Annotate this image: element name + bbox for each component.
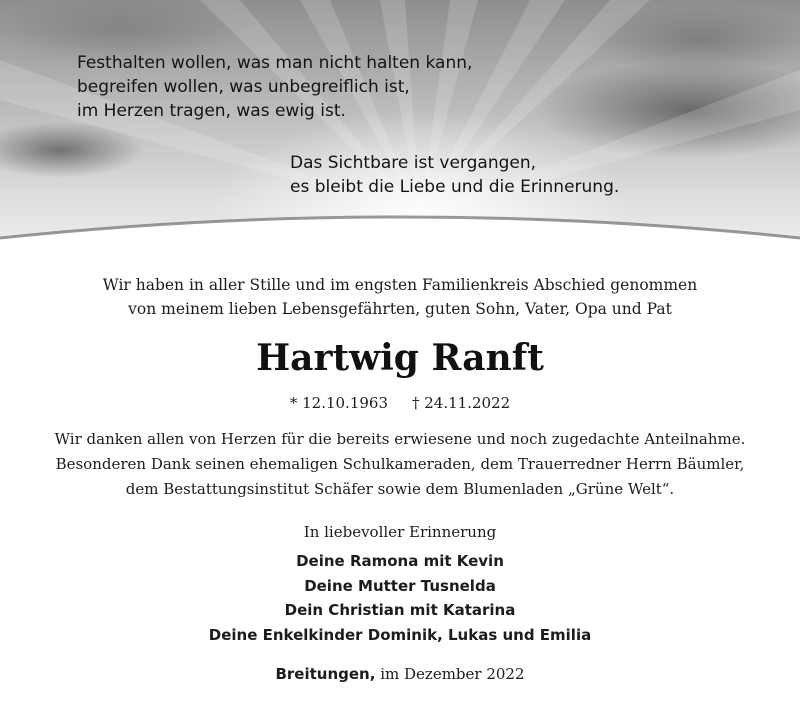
family-member: Deine Enkelkinder Dominik, Lukas und Emilia [208, 625, 592, 644]
life-dates [0, 392, 800, 414]
verse-line: Festhalten wollen, was man nicht halten kann, [77, 53, 473, 73]
family-list [0, 549, 800, 647]
family-member: Dein Christian mit Katarina [284, 601, 516, 619]
place-date: im Dezember 2022 [380, 665, 525, 683]
verse-line: im Herzen tragen, was ewig ist. [77, 101, 346, 121]
family-member: Deine Mutter Tusnelda [304, 576, 496, 595]
verse-top [77, 51, 472, 123]
verse-line: es bleibt die Liebe und die Erinnerung. [290, 177, 620, 197]
place-name: Breitungen, [275, 665, 376, 683]
death-date: † 24.11.2022 [412, 394, 511, 412]
horizon-arc [0, 217, 800, 258]
thanks-line: Wir danken allen von Herzen für die bereits erwiesene und noch zugedachte Anteilnahme. [54, 430, 746, 448]
intro-text [0, 273, 800, 321]
verse-line: Das Sichtbare ist vergangen, [290, 153, 537, 173]
thanks-line: Besonderen Dank seinen ehemaligen Schulkameraden, dem Trauerredner Herrn Bäumler, [55, 455, 745, 473]
memory-line: In liebevoller Erinnerung [303, 523, 497, 541]
verse-line: begreifen wollen, was unbegreiflich ist, [77, 77, 410, 97]
thanks-line: dem Bestattungsinstitut Schäfer sowie dem Blumenladen „Grüne Welt“. [125, 480, 675, 498]
place-date-line [0, 662, 800, 686]
intro-line: Wir haben in aller Stille und im engsten Familienkreis Abschied genommen [102, 276, 698, 294]
verse-bottom [290, 151, 619, 199]
birth-date: * 12.10.1963 [289, 394, 388, 412]
intro-line: von meinem lieben Lebensgefährten, guten Sohn, Vater, Opa und Pat [128, 300, 672, 318]
thanks-text [0, 427, 800, 502]
deceased-name: Hartwig Ranft [256, 337, 544, 379]
sunbeam-graphic [0, 0, 800, 258]
sky-header-image [0, 0, 800, 258]
family-member: Deine Ramona mit Kevin [296, 552, 504, 570]
